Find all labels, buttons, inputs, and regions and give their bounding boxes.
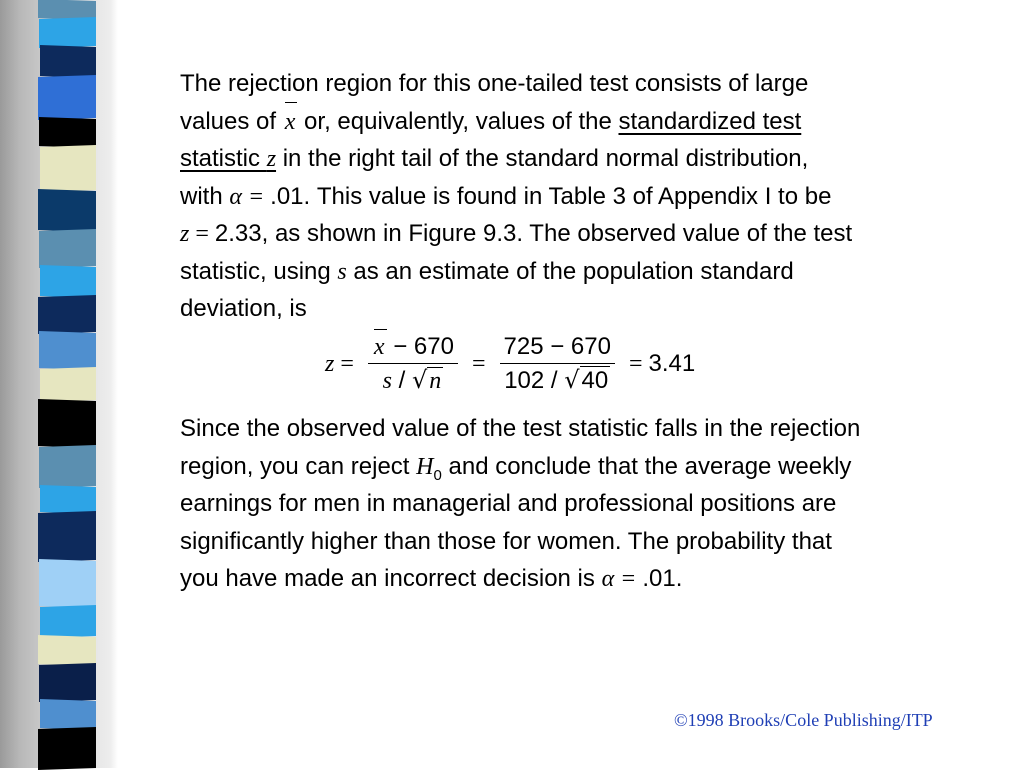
square-root [564,364,610,397]
decorative-strip-block [39,559,96,608]
decorative-strip-block [40,605,96,638]
equation-result: 3.41 [648,350,696,377]
decorative-strip-block [38,399,96,448]
fraction-denominator [500,364,614,397]
decorative-strip-block [38,635,96,666]
fraction-numerator: 725 − 670 [503,333,611,360]
radicand-40: 40 [581,367,609,394]
equals-sign: = [471,350,486,377]
text-span: Since the observed value of the test statistic falls in the rejection [180,415,861,442]
decorative-strip-block [39,229,96,268]
decorative-strip-block [39,445,96,488]
text-span: statistic, using [180,257,338,285]
text-span: or, equivalently, values of the [297,107,619,135]
fraction-symbolic [368,331,458,397]
h-variable: H [416,453,434,480]
text-span: in the right tail of the standard normal distribution, [276,145,809,172]
z-variable: z [180,221,190,247]
text-line [180,560,1010,598]
decorative-strip-block [39,17,96,48]
x-bar-symbol: x [372,331,387,363]
paragraph-rejection-region [180,65,1010,328]
text-line [180,523,1010,561]
equals-sign: = [628,350,643,377]
decorative-strip-block [38,727,96,770]
text-line [180,103,1010,141]
text-span: .01. This value is found in Table 3 of Appendix I to be [270,182,832,210]
text-line [180,140,1010,178]
decorative-side-strip [0,0,118,768]
text-span: statistic [180,145,267,172]
decorative-strip-block [40,145,96,192]
text-span: − 670 [386,333,454,360]
text-line [180,253,1010,291]
text-line [180,448,1010,486]
text-line [180,178,1010,216]
square-root [412,364,443,397]
text-span: and conclude that the average weekly [441,452,852,480]
s-variable: s [337,258,347,285]
alpha-expression: α = [229,183,271,210]
text-line [180,410,1010,448]
text-span: 2.33, as shown in Figure 9.3. The observed value of the test [214,220,853,247]
fraction-numeric [500,331,615,397]
s-variable: s [382,368,392,394]
decorative-strip-block [40,367,96,402]
x-bar-symbol: x [283,104,298,142]
z-statistic-equation [325,326,695,402]
text-span: .01. [642,565,683,592]
decorative-strip-block [38,189,96,232]
decorative-strip-block [38,75,96,120]
decorative-strip-block [40,265,96,298]
standardized-test-statistic-term: standardized test [618,107,802,135]
slash: / [391,367,412,394]
z-variable: z [266,146,277,172]
radical-sign: √ [564,366,580,394]
standardized-test-statistic-term-cont [180,145,276,172]
decorative-strip-block [39,117,96,148]
fraction-numerator [368,331,458,363]
text-span: as an estimate of the population standard [346,257,794,285]
decorative-strip-block [38,511,96,562]
copyright-notice: ©1998 Brooks/Cole Publishing/ITP [674,710,933,730]
alpha-expression: α = [601,566,643,592]
equals-sign: = [340,350,354,377]
text-span: you have made an incorrect decision is [180,565,602,592]
equals-sign: = [189,221,215,247]
text-span: with [180,182,230,210]
text-line [180,65,1010,103]
text-line [180,215,1010,253]
text-span: 102 / [504,367,565,394]
equation-lhs-z: z [325,350,335,377]
text-line [180,485,1010,523]
subscript-zero: 0 [433,466,442,484]
text-span: values of [180,107,283,135]
text-span: significantly higher than those for women. The probability that [180,527,832,555]
text-line [180,290,1010,328]
radical-sign: √ [411,366,428,394]
text-span: The rejection region for this one-tailed test consists of large [180,70,809,97]
radicand-n: n [429,368,442,394]
text-span: earnings for men in managerial and professional positions are [180,490,837,517]
decorative-strip-block [39,663,96,702]
text-span: region, you can reject [180,452,417,480]
text-span: deviation, is [180,295,307,322]
decorative-strip-block [40,699,96,730]
fraction-denominator [379,364,448,397]
decorative-strip-block [38,295,96,334]
paragraph-conclusion [180,410,1010,598]
decorative-strip-block [40,485,96,514]
decorative-strip-block [40,45,96,78]
decorative-strip-block [39,331,96,370]
decorative-color-blocks [0,0,118,768]
